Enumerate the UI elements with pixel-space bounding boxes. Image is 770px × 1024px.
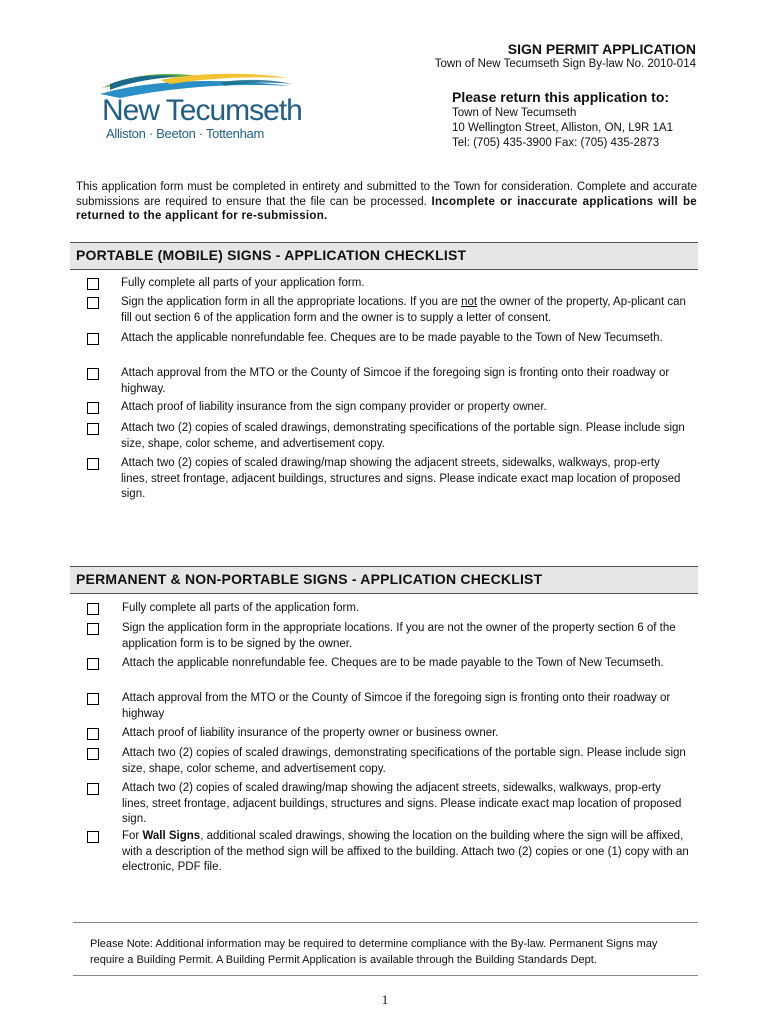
permanent-checklist-item [122,829,690,876]
permanent-checkbox[interactable] [87,623,99,635]
portable-section-header [70,242,698,270]
item-text: Attach two (2) copies of scaled drawing/map showing the adjacent streets, sidewalks, walkways, prop-erty lines, street frontage, adjacent buildings, structures and signs. Please indicate exact map location of proposed sign. [122,782,682,825]
address-line: Tel: (705) 435-3900 Fax: (705) 435-2873 [452,137,660,149]
item-text: Attach two (2) copies of scaled drawings, demonstrating specifications of the portable sign. Please include sign size, shape, color scheme, and advertisement copy. [121,422,685,450]
item-text: Attach proof of liability insurance of the property owner or business owner. [122,727,499,739]
permanent-section-header [70,566,698,594]
item-text: Attach the applicable nonrefundable fee. Cheques are to be made payable to the Town of New Tecumseth. [122,657,664,669]
portable-heading: PORTABLE (MOBILE) SIGNS - APPLICATION CHECKLIST [76,247,467,263]
divider-bottom [73,975,698,976]
portable-checklist-item [121,400,689,416]
permanent-checklist-item [122,726,690,742]
portable-checklist-item [121,331,689,347]
item-bold: Wall Signs [142,830,201,842]
portable-checklist-item [121,276,689,292]
permanent-checkbox[interactable] [87,658,99,670]
form-subtitle: Town of New Tecumseth Sign By-law No. 2010-014 [434,58,696,70]
intro-text: This application form must be completed in entirety and submitted to the Town for consideration. Complete and accurate submissions are required to ensure that the file can be processed. [76,181,697,208]
address-line: 10 Wellington Street, Alliston, ON, L9R 1A1 [452,122,673,134]
item-text: the owner of the property, Ap-plicant can fill out section 6 of the application form and the owner is to supply a letter of consent. [121,296,686,324]
intro-bold: Incomplete or inaccurate applications will be returned to the applicant for re-submission. [76,195,697,222]
return-address [452,106,673,151]
permanent-checkbox[interactable] [87,748,99,760]
permanent-checkbox[interactable] [87,728,99,740]
permanent-checkbox[interactable] [87,783,99,795]
permanent-checklist-item [122,656,690,672]
portable-checkbox[interactable] [87,368,99,380]
item-text: Fully complete all parts of the application form. [122,602,360,614]
item-underline: not [461,296,478,308]
portable-checklist-item [121,366,689,397]
item-text: , additional scaled drawings, showing the location on the building where the sign will be affixed, with a description of the method sign will be affixed to the building. Attach two (2) copies or one (1) copy with an electronic, PDF file. [122,830,689,873]
permanent-checklist-item [122,691,690,722]
return-heading: Please return this application to: [452,89,670,105]
item-text: Attach two (2) copies of scaled drawing/map showing the adjacent streets, sidewalks, walkways, prop-erty lines, street frontage, adjacent buildings, structures and signs. Please indicate exact map location of proposed sign. [121,457,681,500]
portable-checkbox[interactable] [87,333,99,345]
portable-checkbox[interactable] [87,297,99,309]
address-line: Town of New Tecumseth [452,107,577,119]
permanent-heading: PERMANENT & NON-PORTABLE SIGNS - APPLICATION CHECKLIST [76,571,543,587]
portable-checklist-item [121,295,689,326]
permanent-checkbox[interactable] [87,831,99,843]
page-number: 1 [381,992,389,1007]
permanent-checklist-item [122,601,690,617]
permanent-checklist-item [122,781,690,828]
item-text: Sign the application form in the appropriate locations. If you are not the owner of the property section 6 of the application form is to be signed by the owner. [122,622,676,650]
intro-paragraph [76,180,697,224]
note: Please Note: Additional information may be required to determine compliance with the By-law. Permanent Signs may require a Building Permit. A Building Permit Application is available through the Building Standards Dept. [90,938,658,966]
item-text: Attach approval from the MTO or the County of Simcoe if the foregoing sign is fronting onto their roadway or highway [122,692,671,720]
divider-top [73,922,698,923]
permanent-checklist-item [122,621,690,652]
portable-checklist-item [121,456,689,503]
item-text: Attach proof of liability insurance from the sign company provider or property owner. [121,401,547,413]
portable-checkbox[interactable] [87,458,99,470]
logo-name: New Tecumseth [102,94,302,127]
form-title: SIGN PERMIT APPLICATION [507,41,696,57]
logo-tagline: Alliston · Beeton · Tottenham [106,126,264,141]
portable-checklist-item [121,421,689,452]
item-text: For [122,830,143,842]
permanent-checklist-item [122,746,690,777]
portable-checkbox[interactable] [87,423,99,435]
item-text: Attach approval from the MTO or the County of Simcoe if the foregoing sign is fronting onto their roadway or highway. [121,367,670,395]
item-text: Attach the applicable nonrefundable fee. Cheques are to be made payable to the Town of New Tecumseth. [121,332,663,344]
portable-checkbox[interactable] [87,402,99,414]
permanent-checkbox[interactable] [87,603,99,615]
item-text: Attach two (2) copies of scaled drawings, demonstrating specifications of the portable sign. Please include sign size, shape, color scheme, and advertisement copy. [122,747,686,775]
item-text: Sign the application form in all the appropriate locations. If you are [121,296,462,308]
portable-checkbox[interactable] [87,278,99,290]
item-text: Fully complete all parts of your application form. [121,277,365,289]
new-tecumseth-logo [100,72,300,146]
permanent-checkbox[interactable] [87,693,99,705]
